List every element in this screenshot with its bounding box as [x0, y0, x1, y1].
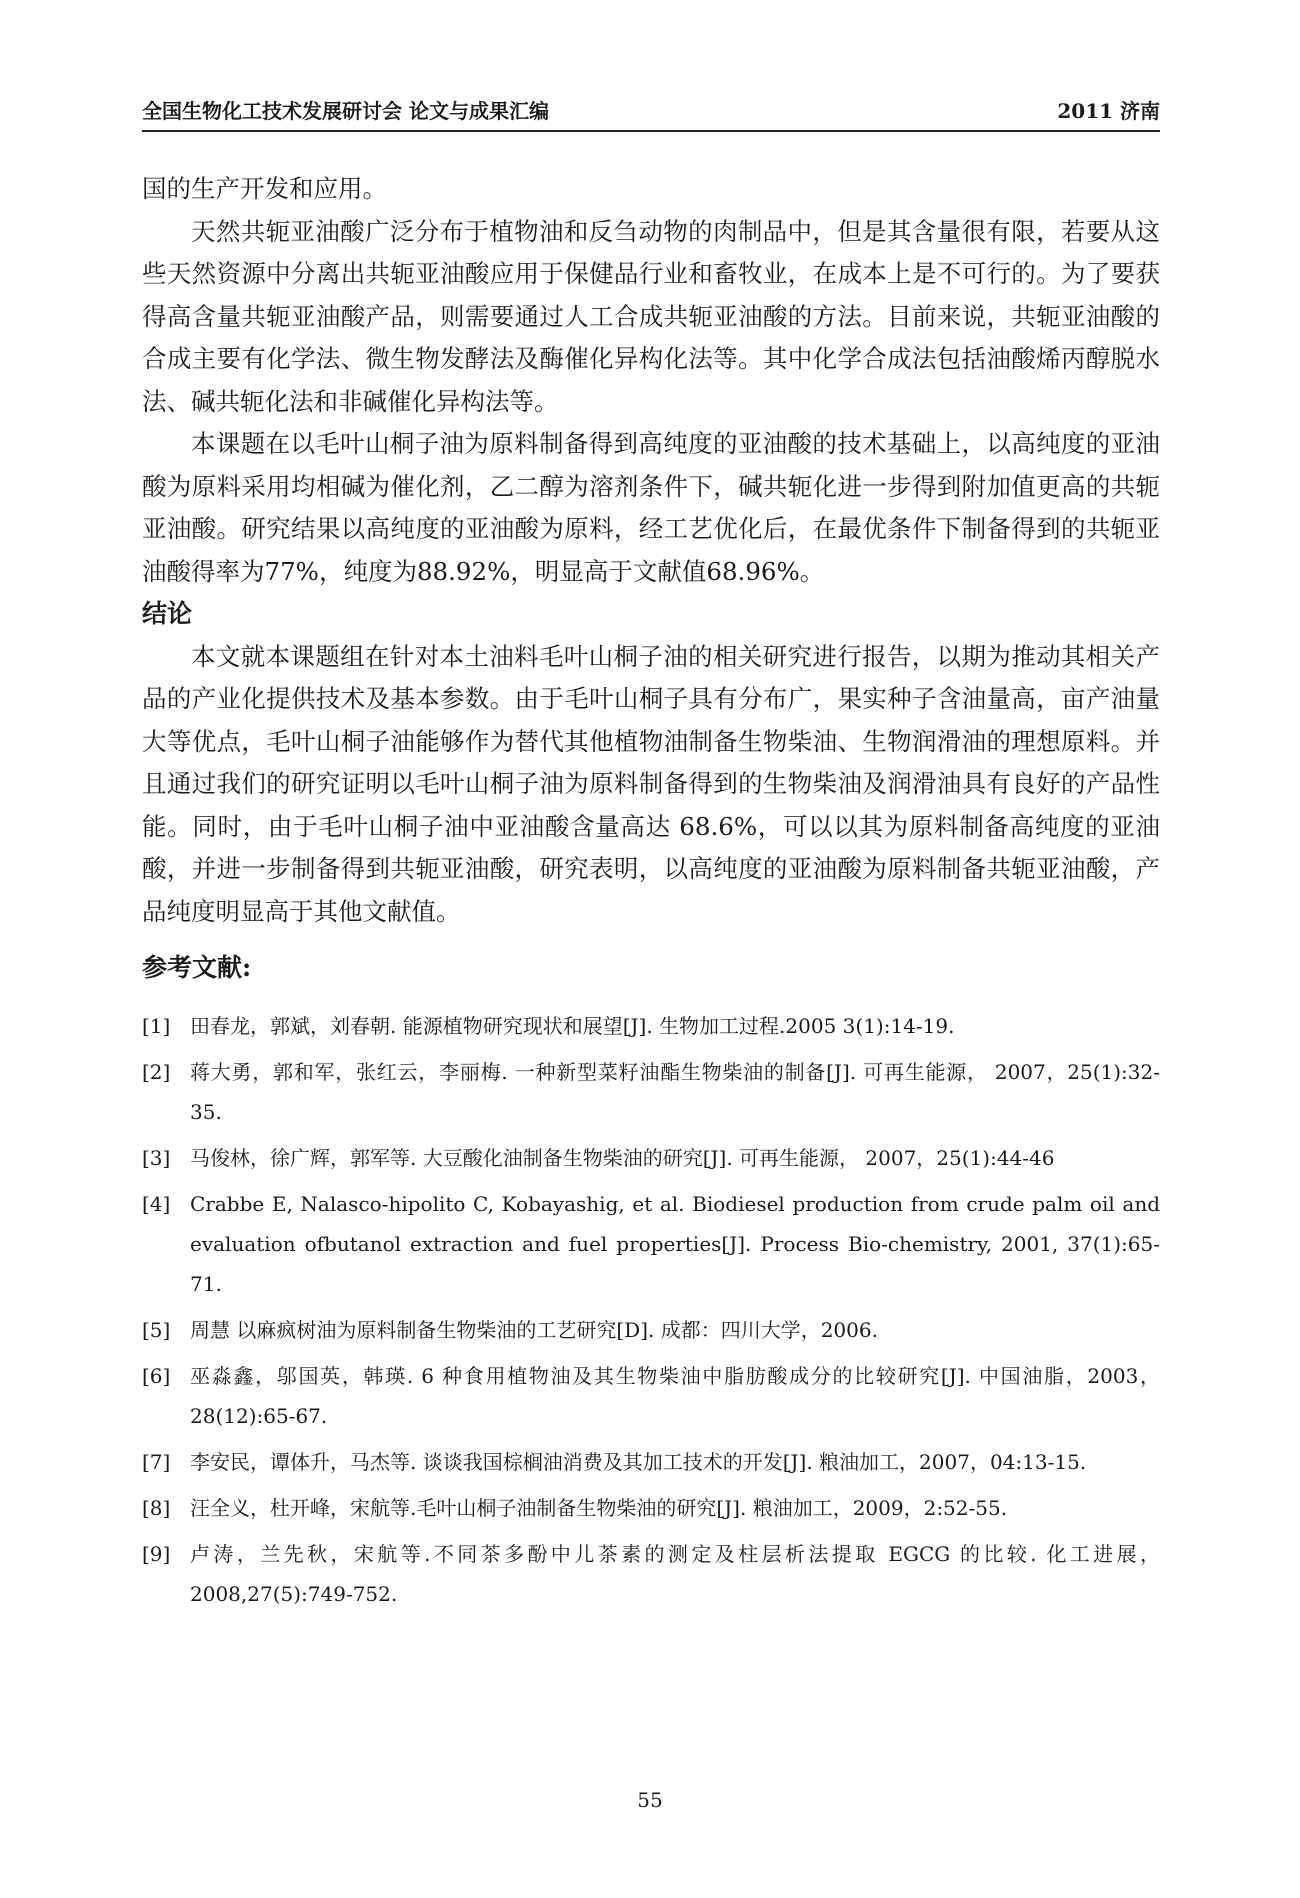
reference-number: [8]: [142, 1495, 171, 1520]
reference-item: [142, 1184, 1160, 1304]
reference-text: 巫淼鑫，邬国英，韩瑛. 6 种食用植物油及其生物柴油中脂肪酸成分的比较研究[J]. 中国油脂，2003，28(12):65-67.: [190, 1363, 1160, 1428]
reference-text: 田春龙，郭斌，刘春朝. 能源植物研究现状和展望[J]. 生物加工过程.2005 3(1):14-19.: [190, 1013, 955, 1038]
reference-text: 李安民，谭体升，马杰等. 谈谈我国棕榈油消费及其加工技术的开发[J]. 粮油加工，2007，04:13-15.: [190, 1449, 1087, 1474]
reference-item: [142, 1356, 1160, 1436]
reference-text: 汪全义，杜开峰，宋航等.毛叶山桐子油制备生物柴油的研究[J]. 粮油加工，2009，2:52-55.: [190, 1495, 1008, 1520]
references-heading: 参考文献:: [142, 953, 252, 982]
reference-number: [3]: [142, 1145, 171, 1170]
reference-number: [6]: [142, 1363, 171, 1388]
reference-item: [142, 1488, 1160, 1528]
reference-item: [142, 1310, 1160, 1350]
reference-text: 卢涛，兰先秋，宋航等.不同茶多酚中儿茶素的测定及柱层析法提取 EGCG 的比较. 化工进展，2008,27(5):749-752.: [190, 1541, 1160, 1606]
reference-number: [9]: [142, 1541, 171, 1566]
reference-item: [142, 1138, 1160, 1178]
reference-item: [142, 1534, 1160, 1614]
header-year-location: 2011 济南: [1057, 99, 1160, 123]
reference-item: [142, 1052, 1160, 1132]
body-text: [142, 168, 1160, 1620]
reference-number: [2]: [142, 1059, 171, 1084]
conclusion-heading: 结论: [142, 599, 193, 628]
reference-number: [5]: [142, 1317, 171, 1342]
reference-text: Crabbe E, Nalasco-hipolito C, Kobayashig, et al. Biodiesel production from crude palm oil and evaluation ofbutanol extraction and fuel properties[J]. Process Bio-chemistry, 2001, 37(1):65-71.: [190, 1191, 1160, 1296]
reference-number: [7]: [142, 1449, 171, 1474]
body-paragraph: 本课题在以毛叶山桐子油为原料制备得到高纯度的亚油酸的技术基础上，以高纯度的亚油酸为原料采用均相碱为催化剂，乙二醇为溶剂条件下，碱共轭化进一步得到附加值更高的共轭亚油酸。研究结果以高纯度的亚油酸为原料，经工艺优化后，在最优条件下制备得到的共轭亚油酸得率为77%，纯度为88.92%，明显高于文献值68.96%。: [142, 429, 1160, 586]
body-paragraph-continuation: 国的生产开发和应用。: [142, 174, 387, 203]
page-number: 55: [637, 1788, 663, 1812]
references-list: [142, 1006, 1160, 1614]
running-header: [142, 96, 1160, 132]
reference-text: 周慧 以麻疯树油为原料制备生物柴油的工艺研究[D]. 成都：四川大学，2006.: [190, 1317, 878, 1342]
reference-text: 蒋大勇，郭和军，张红云，李丽梅. 一种新型菜籽油酯生物柴油的制备[J]. 可再生能源， 2007，25(1):32-35.: [190, 1059, 1160, 1124]
body-paragraph: 天然共轭亚油酸广泛分布于植物油和反刍动物的肉制品中，但是其含量很有限，若要从这些天然资源中分离出共轭亚油酸应用于保健品行业和畜牧业，在成本上是不可行的。为了要获得高含量共轭亚油酸产品，则需要通过人工合成共轭亚油酸的方法。目前来说，共轭亚油酸的合成主要有化学法、微生物发酵法及酶催化异构化法等。其中化学合成法包括油酸烯丙醇脱水法、碱共轭化法和非碱催化异构法等。: [142, 216, 1160, 416]
reference-item: [142, 1006, 1160, 1046]
reference-number: [1]: [142, 1013, 171, 1038]
reference-number: [4]: [142, 1191, 171, 1216]
reference-item: [142, 1442, 1160, 1482]
conclusion-paragraph: 本文就本课题组在针对本土油料毛叶山桐子油的相关研究进行报告，以期为推动其相关产品的产业化提供技术及基本参数。由于毛叶山桐子具有分布广，果实种子含油量高，亩产油量大等优点，毛叶山桐子油能够作为替代其他植物油制备生物柴油、生物润滑油的理想原料。并且通过我们的研究证明以毛叶山桐子油为原料制备得到的生物柴油及润滑油具有良好的产品性能。同时，由于毛叶山桐子油中亚油酸含量高达 68.6%，可以以其为原料制备高纯度的亚油酸，并进一步制备得到共轭亚油酸，研究表明，以高纯度的亚油酸为原料制备共轭亚油酸，产品纯度明显高于其他文献值。: [142, 641, 1160, 926]
reference-text: 马俊林，徐广辉，郭军等. 大豆酸化油制备生物柴油的研究[J]. 可再生能源， 2007，25(1):44-46: [190, 1145, 1055, 1170]
header-proceedings-title: 全国生物化工技术发展研讨会 论文与成果汇编: [142, 99, 549, 123]
